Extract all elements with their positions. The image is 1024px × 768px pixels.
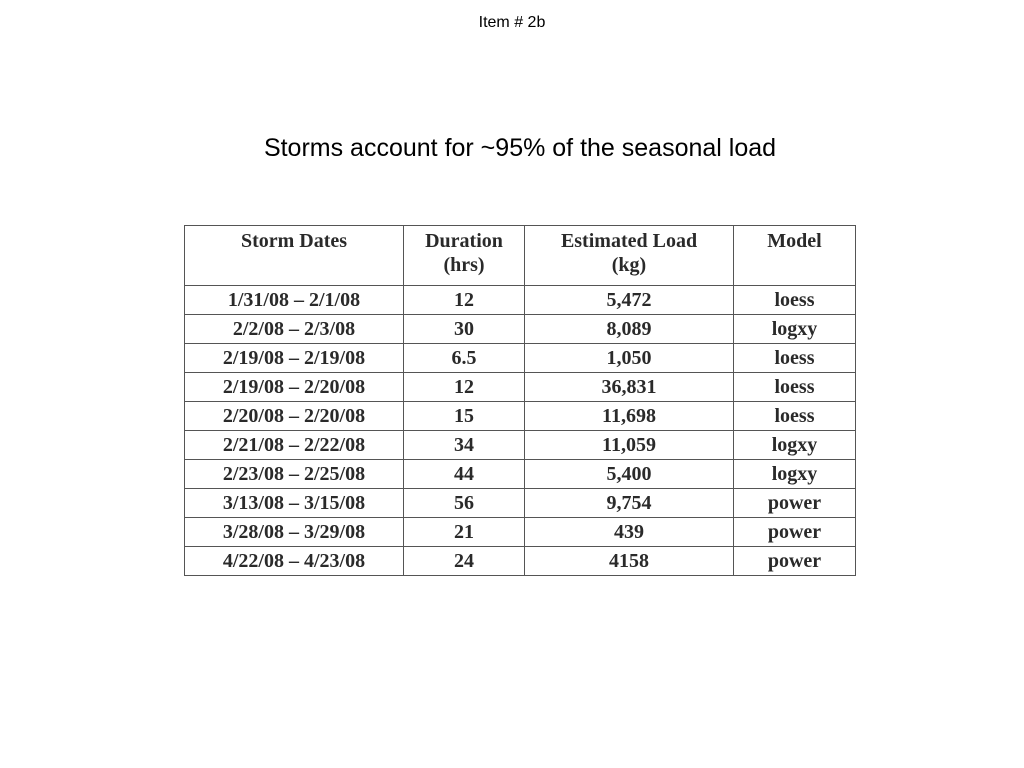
table-row: [185, 344, 856, 373]
column-header-storm-dates: [185, 226, 404, 286]
cell-storm-dates: 2/21/08 – 2/22/08: [185, 431, 404, 460]
cell-estimated-load: 11,059: [525, 431, 734, 460]
table-row: [185, 489, 856, 518]
cell-estimated-load: 11,698: [525, 402, 734, 431]
cell-duration: 56: [404, 489, 525, 518]
cell-model: logxy: [734, 431, 856, 460]
table-row: [185, 402, 856, 431]
cell-model: loess: [734, 344, 856, 373]
cell-duration: 12: [404, 373, 525, 402]
table-row: [185, 286, 856, 315]
table-row: [185, 315, 856, 344]
item-label: Item # 2b: [478, 14, 546, 31]
cell-estimated-load: 439: [525, 518, 734, 547]
cell-duration: 34: [404, 431, 525, 460]
cell-model: power: [734, 547, 856, 576]
column-header-model-text: Model: [767, 230, 822, 252]
cell-estimated-load: 36,831: [525, 373, 734, 402]
cell-estimated-load: 8,089: [525, 315, 734, 344]
table-row: [185, 547, 856, 576]
cell-model: logxy: [734, 315, 856, 344]
cell-model: logxy: [734, 460, 856, 489]
cell-estimated-load: 5,400: [525, 460, 734, 489]
cell-storm-dates: 1/31/08 – 2/1/08: [185, 286, 404, 315]
slide-headline: Storms account for ~95% of the seasonal load: [263, 134, 777, 162]
cell-duration: 15: [404, 402, 525, 431]
cell-duration: 12: [404, 286, 525, 315]
cell-storm-dates: 2/19/08 – 2/19/08: [185, 344, 404, 373]
cell-storm-dates: 3/13/08 – 3/15/08: [185, 489, 404, 518]
cell-duration: 44: [404, 460, 525, 489]
column-header-storm-dates-text: Storm Dates: [240, 230, 348, 252]
cell-storm-dates: 2/23/08 – 2/25/08: [185, 460, 404, 489]
cell-model: loess: [734, 286, 856, 315]
column-header-load-line1: Estimated Load: [560, 230, 698, 252]
cell-storm-dates: 2/2/08 – 2/3/08: [185, 315, 404, 344]
table-row: [185, 373, 856, 402]
column-header-load-line2: (kg): [611, 254, 647, 276]
cell-estimated-load: 5,472: [525, 286, 734, 315]
cell-model: power: [734, 518, 856, 547]
cell-model: loess: [734, 373, 856, 402]
column-header-duration: [404, 226, 525, 286]
cell-storm-dates: 2/20/08 – 2/20/08: [185, 402, 404, 431]
table-row: [185, 431, 856, 460]
cell-duration: 6.5: [404, 344, 525, 373]
cell-estimated-load: 1,050: [525, 344, 734, 373]
cell-duration: 24: [404, 547, 525, 576]
cell-storm-dates: 3/28/08 – 3/29/08: [185, 518, 404, 547]
cell-duration: 21: [404, 518, 525, 547]
cell-storm-dates: 4/22/08 – 4/23/08: [185, 547, 404, 576]
table-row: [185, 518, 856, 547]
cell-model: loess: [734, 402, 856, 431]
cell-storm-dates: 2/19/08 – 2/20/08: [185, 373, 404, 402]
table-row: [185, 460, 856, 489]
cell-estimated-load: 9,754: [525, 489, 734, 518]
cell-duration: 30: [404, 315, 525, 344]
cell-estimated-load: 4158: [525, 547, 734, 576]
table-header-row: [185, 226, 856, 286]
column-header-model: [734, 226, 856, 286]
storm-load-table: [184, 225, 856, 576]
cell-model: power: [734, 489, 856, 518]
column-header-estimated-load: [525, 226, 734, 286]
column-header-duration-line1: Duration: [425, 230, 503, 252]
column-header-duration-line2: (hrs): [443, 254, 485, 276]
